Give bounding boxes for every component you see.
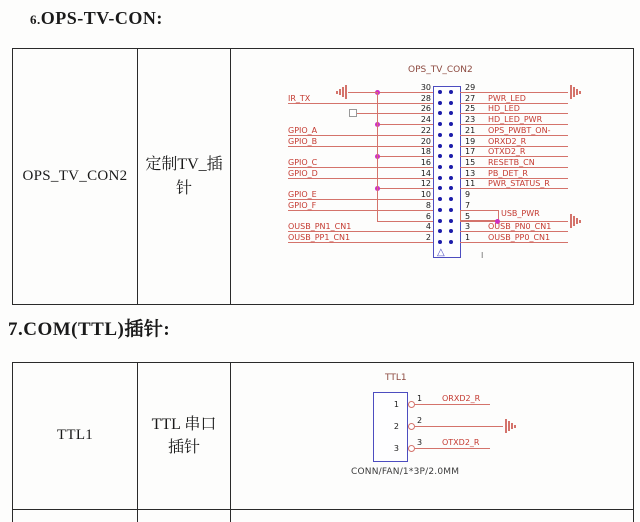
net-label-right: HD_LED_PWR bbox=[488, 115, 543, 124]
ttl-table bbox=[12, 362, 634, 522]
connector-pin-dot bbox=[449, 122, 453, 126]
connector-pin-dot bbox=[438, 133, 442, 137]
wire bbox=[377, 156, 433, 157]
connector-pin-dot bbox=[438, 208, 442, 212]
pin-number-right: 25 bbox=[465, 104, 476, 113]
ground-symbol-bar bbox=[514, 425, 516, 428]
pin-number-right: 5 bbox=[465, 212, 471, 221]
connector-pin-dot bbox=[449, 176, 453, 180]
wire bbox=[377, 124, 433, 125]
connector-pin-dot bbox=[449, 197, 453, 201]
ground-symbol-bar bbox=[579, 91, 581, 94]
ttl-name: TTL1 bbox=[56, 427, 94, 444]
pin-number-left: 8 bbox=[425, 201, 431, 210]
net-label-right: OUSB_PN0_CN1 bbox=[488, 222, 552, 231]
pin-number-outside: 3 bbox=[417, 438, 423, 447]
ttl-desc-line1: TTL 串口 bbox=[151, 415, 217, 433]
net-label: OTXD2_R bbox=[442, 438, 480, 447]
connector-pin-dot bbox=[438, 111, 442, 115]
wire bbox=[357, 113, 433, 114]
wire bbox=[348, 92, 377, 93]
net-label-usb-pwr: USB_PWR bbox=[501, 209, 540, 218]
net-label-right: PWR_LED bbox=[488, 94, 526, 103]
connector-pin-dot bbox=[438, 154, 442, 158]
net-label-left: OUSB_PN1_CN1 bbox=[288, 222, 352, 231]
schematic-title: TTL1 bbox=[385, 373, 407, 383]
ttl1-schematic bbox=[231, 363, 633, 509]
pin-number-left: 24 bbox=[420, 115, 431, 124]
connector-desc-line2: 针 bbox=[175, 179, 192, 197]
connector-pin-dot bbox=[449, 240, 453, 244]
ground-symbol-bar bbox=[511, 423, 513, 429]
wire bbox=[288, 210, 433, 211]
connector-pin-dot bbox=[449, 208, 453, 212]
wire bbox=[288, 167, 433, 168]
pin-number-right: 11 bbox=[465, 179, 476, 188]
connector-desc-cell bbox=[138, 49, 230, 304]
net-label-left: GPIO_C bbox=[288, 158, 318, 167]
connector-name-cell bbox=[13, 49, 137, 304]
connector-pin-dot bbox=[438, 197, 442, 201]
pin-number-left: 26 bbox=[420, 104, 431, 113]
section6-heading-number: 6. bbox=[30, 12, 41, 27]
pin-number-left: 4 bbox=[425, 222, 431, 231]
no-connect-square bbox=[349, 109, 357, 117]
section6-heading bbox=[30, 8, 163, 29]
pin-number-left: 28 bbox=[420, 94, 431, 103]
pin-number-left: 10 bbox=[420, 190, 431, 199]
pin-number-right: 17 bbox=[465, 147, 476, 156]
wire bbox=[460, 92, 568, 93]
connector-pin-dot bbox=[449, 154, 453, 158]
pin-name-inside: 3 bbox=[393, 444, 399, 453]
wire bbox=[288, 242, 433, 243]
ops-tv-con2-schematic bbox=[231, 49, 633, 304]
wire bbox=[460, 167, 568, 168]
connector-pin-dot bbox=[438, 186, 442, 190]
pin-number-right: 13 bbox=[465, 169, 476, 178]
section7-heading-title: 7.COM(TTL)插针: bbox=[8, 319, 171, 340]
ground-symbol-bar bbox=[342, 87, 344, 97]
net-label: ORXD2_R bbox=[442, 394, 481, 403]
connector-name: OPS_TV_CON2 bbox=[22, 167, 128, 184]
net-label-left: IR_TX bbox=[288, 94, 311, 103]
ground-symbol-bar bbox=[508, 421, 510, 431]
ground-symbol-bar bbox=[505, 419, 507, 433]
connector-pin-dot bbox=[449, 165, 453, 169]
pin-name-inside: 1 bbox=[393, 400, 399, 409]
pin-circle bbox=[408, 401, 415, 408]
wire bbox=[415, 426, 503, 427]
net-label-right: OPS_PWBT_ON- bbox=[488, 126, 551, 135]
net-label-right: ORXD2_R bbox=[488, 137, 527, 146]
connector-pin-dot bbox=[438, 240, 442, 244]
pin-circle bbox=[408, 423, 415, 430]
net-label-left: GPIO_B bbox=[288, 137, 318, 146]
connector-pin-dot bbox=[449, 101, 453, 105]
pin-circle bbox=[408, 445, 415, 452]
connector-pin-dot bbox=[449, 90, 453, 94]
connector-pin-dot bbox=[438, 176, 442, 180]
ground-symbol-bar bbox=[576, 218, 578, 224]
wire bbox=[460, 113, 568, 114]
section7-heading bbox=[8, 314, 170, 341]
connector-pin-dot bbox=[449, 133, 453, 137]
pin-name-inside: 2 bbox=[393, 422, 399, 431]
part-caption: CONN/FAN/1*3P/2.0MM bbox=[351, 467, 460, 477]
ops-tv-con-table bbox=[12, 48, 634, 305]
pin-number-left: 2 bbox=[425, 233, 431, 242]
ttl-name-cell bbox=[13, 363, 137, 509]
wire bbox=[460, 188, 568, 189]
net-label-right: OUSB_PP0_CN1 bbox=[488, 233, 551, 242]
pin-number-outside: 1 bbox=[417, 394, 423, 403]
connector-pin-dot bbox=[438, 90, 442, 94]
pin-number-left: 30 bbox=[420, 83, 431, 92]
connector-pin-dot bbox=[438, 229, 442, 233]
connector-pin-dot bbox=[438, 165, 442, 169]
pin-number-right: 9 bbox=[465, 190, 471, 199]
ground-symbol-bar bbox=[336, 91, 338, 94]
net-label-left: OUSB_PP1_CN1 bbox=[288, 233, 351, 242]
ground-symbol-bar bbox=[579, 220, 581, 223]
pin-number-right: 7 bbox=[465, 201, 471, 210]
ttl-desc-cell bbox=[138, 363, 230, 509]
pin-number-left: 20 bbox=[420, 137, 431, 146]
ground-symbol-bar bbox=[339, 89, 341, 95]
ground-symbol-bar bbox=[573, 216, 575, 226]
net-label-right: RESETB_CN bbox=[488, 158, 535, 167]
wire bbox=[377, 188, 433, 189]
net-label-right: PWR_STATUS_R bbox=[488, 179, 550, 188]
pin-number-outside: 2 bbox=[417, 416, 423, 425]
wire bbox=[288, 199, 433, 200]
wire bbox=[377, 92, 433, 93]
pin-number-right: 23 bbox=[465, 115, 476, 124]
wire bbox=[288, 231, 433, 232]
wire bbox=[460, 231, 568, 232]
pin-number-left: 12 bbox=[420, 179, 431, 188]
connector-desc-line1: 定制TV_插 bbox=[145, 156, 223, 174]
pin-number-right: 1 bbox=[465, 233, 471, 242]
net-label-left: GPIO_F bbox=[288, 201, 317, 210]
wire bbox=[460, 242, 568, 243]
net-label-left: GPIO_D bbox=[288, 169, 318, 178]
wire bbox=[460, 135, 568, 136]
pin1-triangle: △ bbox=[437, 247, 445, 258]
schematic-title: OPS_TV_CON2 bbox=[408, 65, 473, 75]
pin-number-right: 15 bbox=[465, 158, 476, 167]
pin-number-left: 6 bbox=[425, 212, 431, 221]
pin-number-left: 22 bbox=[420, 126, 431, 135]
net-label-left: GPIO_A bbox=[288, 126, 318, 135]
net-label-right: HD_LED bbox=[488, 104, 520, 113]
connector-pin-dot bbox=[438, 219, 442, 223]
net-label-left: GPIO_E bbox=[288, 190, 317, 199]
wire bbox=[415, 404, 490, 405]
connector-pin-dot bbox=[449, 229, 453, 233]
ground-symbol-bar bbox=[570, 214, 572, 228]
ttl-desc-line2: 插针 bbox=[167, 439, 200, 456]
pin-number-left: 14 bbox=[420, 169, 431, 178]
wire bbox=[460, 156, 568, 157]
pin-number-right: 3 bbox=[465, 222, 471, 231]
ground-symbol-bar bbox=[345, 85, 347, 99]
connector-pin-dot bbox=[438, 144, 442, 148]
pin-number-right: 21 bbox=[465, 126, 476, 135]
pin-number-left: 16 bbox=[420, 158, 431, 167]
connector-pin-dot bbox=[438, 122, 442, 126]
pin-number-right: 27 bbox=[465, 94, 476, 103]
tick-mark: I bbox=[481, 251, 484, 260]
ground-symbol-bar bbox=[570, 85, 572, 99]
connector-pin-dot bbox=[449, 111, 453, 115]
pin-number-right: 19 bbox=[465, 137, 476, 146]
ground-symbol-bar bbox=[573, 87, 575, 97]
connector-pin-dot bbox=[449, 219, 453, 223]
pin-number-right: 29 bbox=[465, 83, 476, 92]
ground-symbol-bar bbox=[576, 89, 578, 95]
connector-pin-dot bbox=[449, 186, 453, 190]
section6-heading-title: OPS-TV-CON: bbox=[40, 8, 163, 28]
wire bbox=[460, 124, 568, 125]
net-label-right: PB_DET_R bbox=[488, 169, 528, 178]
net-label-right: OTXD2_R bbox=[488, 147, 526, 156]
wire bbox=[415, 448, 490, 449]
connector-pin-dot bbox=[449, 144, 453, 148]
connector-pin-dot bbox=[438, 101, 442, 105]
wire bbox=[288, 135, 433, 136]
gnd-rail bbox=[377, 92, 378, 222]
pin-number-left: 18 bbox=[420, 147, 431, 156]
table-row-divider bbox=[13, 509, 633, 510]
